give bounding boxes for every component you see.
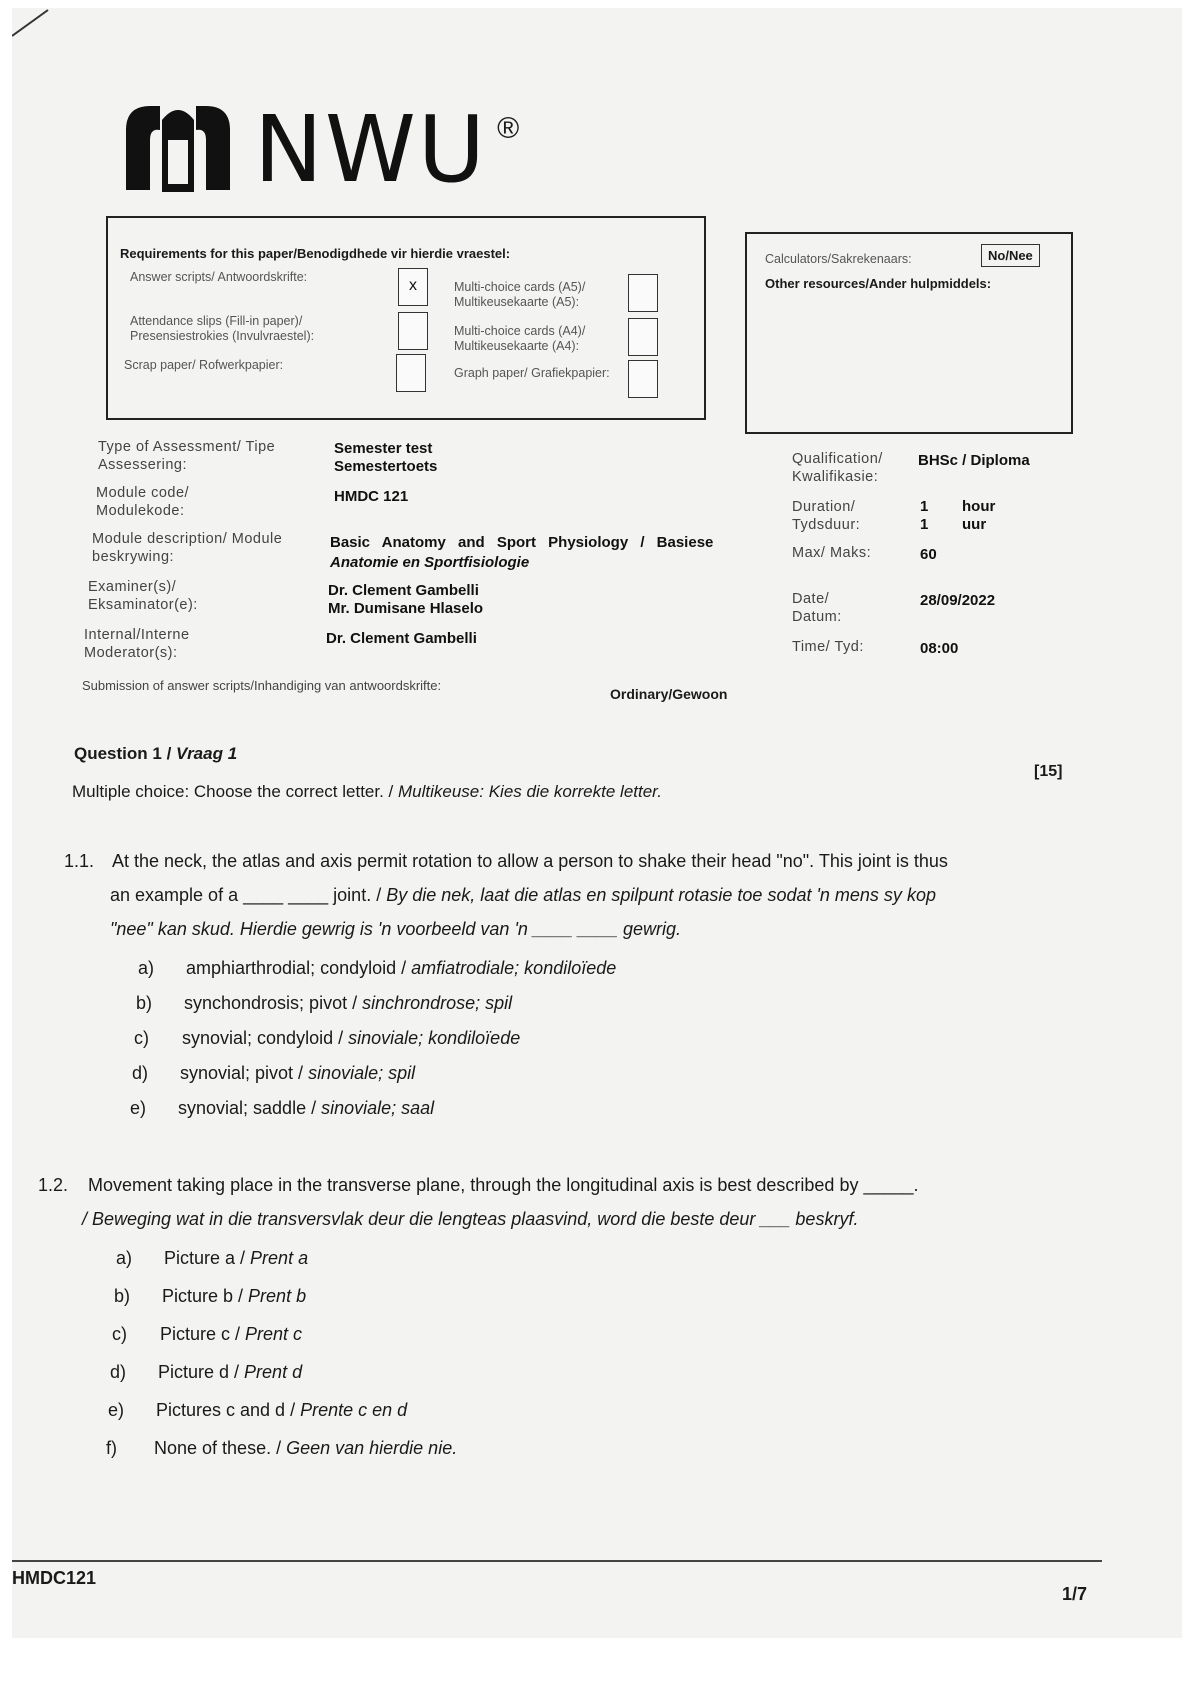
moderator: Dr. Clement Gambelli [326,630,477,647]
answer-scripts-label: Answer scripts/ Antwoordskrifte: [130,270,308,284]
q1-2-line1: Movement taking place in the transverse plane, through the longitudinal axis is best described by _____. [88,1175,919,1195]
option-letter: a) [138,958,155,978]
assessment-type-af: Semestertoets [334,458,438,475]
requirements-box [106,216,706,420]
q1-1-option-e[interactable] [130,1098,434,1119]
module-description-en: Basic Anatomy and Sport Physiology / Basiese [330,534,714,551]
moderator-label: Internal/Interne Moderator(s): [84,627,190,661]
option-en: None of these. / [154,1438,287,1458]
q1-2-line2: / Beweging wat in die transversvlak deur die lengteas plaasvind, word die beste deur ___ beskryf. [82,1209,859,1229]
q1-2-number: 1.2. [38,1175,69,1195]
registered-mark: ® [497,112,520,145]
max-marks: 60 [920,546,937,563]
option-letter: c) [112,1324,127,1344]
qualification: BHSc / Diploma [918,452,1030,469]
exam-page [12,8,1182,1638]
option-en: Picture d / [158,1362,245,1382]
option-en: amphiarthrodial; condyloid / [186,958,412,978]
scrap-paper-checkbox[interactable] [396,354,426,392]
option-af: Prente c en d [300,1400,408,1420]
date: 28/09/2022 [920,592,996,609]
question-title [74,744,237,764]
option-en: Picture c / [160,1324,246,1344]
assessment-type-label: Type of Assessment/ Tipe Assessering: [98,439,276,473]
requirements-title: Requirements for this paper/Benodigdhede vir hierdie vraestel: [120,246,511,261]
submission-value: Ordinary/Gewoon [610,686,728,702]
time-label: Time/ Tyd: [792,639,864,655]
option-letter: f) [106,1438,117,1458]
date-label: Date/ Datum: [792,591,842,625]
question-marks: [15] [1034,763,1063,780]
option-en: synovial; pivot / [180,1063,309,1083]
q1-2-option-f[interactable] [106,1438,457,1459]
option-letter: d) [110,1362,127,1382]
graph-paper-label: Graph paper/ Grafiekpapier: [454,366,610,380]
duration-number-af: 1 [920,516,929,533]
footer-divider [12,1560,1102,1562]
instruction-en: Multiple choice: Choose the correct letter. / [72,782,398,801]
option-letter: e) [130,1098,147,1118]
duration-unit-en: hour [962,498,996,515]
footer-module-code: HMDC121 [12,1568,97,1588]
option-en: Pictures c and d / [156,1400,301,1420]
q1-2-option-c[interactable] [112,1324,302,1345]
q1-1-option-b[interactable] [136,993,512,1014]
nwu-emblem-icon [120,100,236,200]
duration-number-en: 1 [920,498,929,515]
option-letter: b) [114,1286,131,1306]
time: 08:00 [920,640,959,657]
question-instruction [72,782,662,802]
option-af: Prent c [245,1324,303,1344]
q1-1-number: 1.1. [64,851,95,871]
duration-unit-af: uur [962,516,987,533]
option-af: sinchrondrose; spil [362,993,513,1013]
q1-1-option-a[interactable] [138,958,616,979]
option-en: synovial; saddle / [178,1098,322,1118]
option-en: synovial; condyloid / [182,1028,349,1048]
mc-cards-a5-checkbox[interactable] [628,274,658,312]
q1-1-line2-af: By die nek, laat die atlas en spilpunt rotasie toe sodat 'n mens sy kop [386,885,936,905]
graph-paper-checkbox[interactable] [628,360,658,398]
option-af: sinoviale; spil [308,1063,416,1083]
option-letter: a) [116,1248,133,1268]
footer-page-number: 1/7 [1062,1584,1088,1604]
option-en: Picture b / [162,1286,249,1306]
option-en: synchondrosis; pivot / [184,993,363,1013]
attendance-slips-label: Attendance slips (Fill-in paper)/ Presensiestrokies (Invulvraestel): [130,314,315,343]
option-af: sinoviale; kondiloïede [348,1028,521,1048]
examiners-label: Examiner(s)/ Eksaminator(e): [88,579,198,613]
q1-2-option-b[interactable] [114,1286,306,1307]
nwu-logo [120,96,520,203]
q1-1-option-d[interactable] [132,1063,415,1084]
qualification-label: Qualification/ Kwalifikasie: [792,451,883,485]
scrap-paper-label: Scrap paper/ Rofwerkpapier: [124,358,284,372]
examiner-1: Dr. Clement Gambelli [328,582,479,599]
mc-cards-a4-checkbox[interactable] [628,318,658,356]
corner-pen-mark [12,8,52,38]
option-af: Prent a [250,1248,309,1268]
q1-2-option-e[interactable] [108,1400,407,1421]
calculators-value: No/Nee [981,244,1040,267]
mc-cards-a4-label: Multi-choice cards (A4)/ Multikeusekaarte (A4): [454,324,586,353]
q1-2-option-d[interactable] [110,1362,302,1383]
question-title-en: Question 1 / [74,744,177,763]
answer-scripts-checkbox[interactable]: x [398,268,428,306]
module-code-label: Module code/ Modulekode: [96,485,190,519]
q1-1-line3: "nee" kan skud. Hierdie gewrig is 'n voorbeeld van 'n ____ ____ gewrig. [110,919,681,939]
instruction-af: Multikeuse: Kies die korrekte letter. [398,782,662,801]
option-af: Prent d [244,1362,303,1382]
submission-label: Submission of answer scripts/Inhandiging van antwoordskrifte: [82,678,442,693]
module-description-af: Anatomie en Sportfisiologie [330,554,530,571]
module-code: HMDC 121 [334,488,409,505]
q1-1-line2 [110,878,936,912]
other-resources-label: Other resources/Ander hulpmiddels: [765,276,992,291]
max-marks-label: Max/ Maks: [792,545,872,561]
q1-2-option-a[interactable] [116,1248,308,1269]
attendance-slips-checkbox[interactable] [398,312,428,350]
question-title-af: Vraag 1 [176,744,238,763]
option-af: sinoviale; saal [321,1098,435,1118]
calculators-box [745,232,1073,434]
option-af: Prent b [248,1286,307,1306]
option-letter: c) [134,1028,149,1048]
q1-1-line1: At the neck, the atlas and axis permit rotation to allow a person to shake their head "no". This joint is thus [112,851,948,871]
examiner-2: Mr. Dumisane Hlaselo [328,600,484,617]
option-af: amfiatrodiale; kondiloïede [411,958,617,978]
option-af: Geen van hierdie nie. [286,1438,458,1458]
q1-1-option-c[interactable] [134,1028,520,1049]
mc-cards-a5-label: Multi-choice cards (A5)/ Multikeusekaarte (A5): [454,280,586,309]
q1-1-line2-en: an example of a ____ ____ joint. / [110,885,387,905]
calculators-label: Calculators/Sakrekenaars: [765,252,912,266]
option-letter: e) [108,1400,125,1420]
option-en: Picture a / [164,1248,251,1268]
option-letter: d) [132,1063,149,1083]
assessment-type-en: Semester test [334,440,433,457]
option-letter: b) [136,993,153,1013]
logo-wordmark: NWU [254,96,488,203]
module-description-label: Module description/ Module beskrywing: [92,531,283,565]
duration-label: Duration/ Tydsduur: [792,499,861,533]
